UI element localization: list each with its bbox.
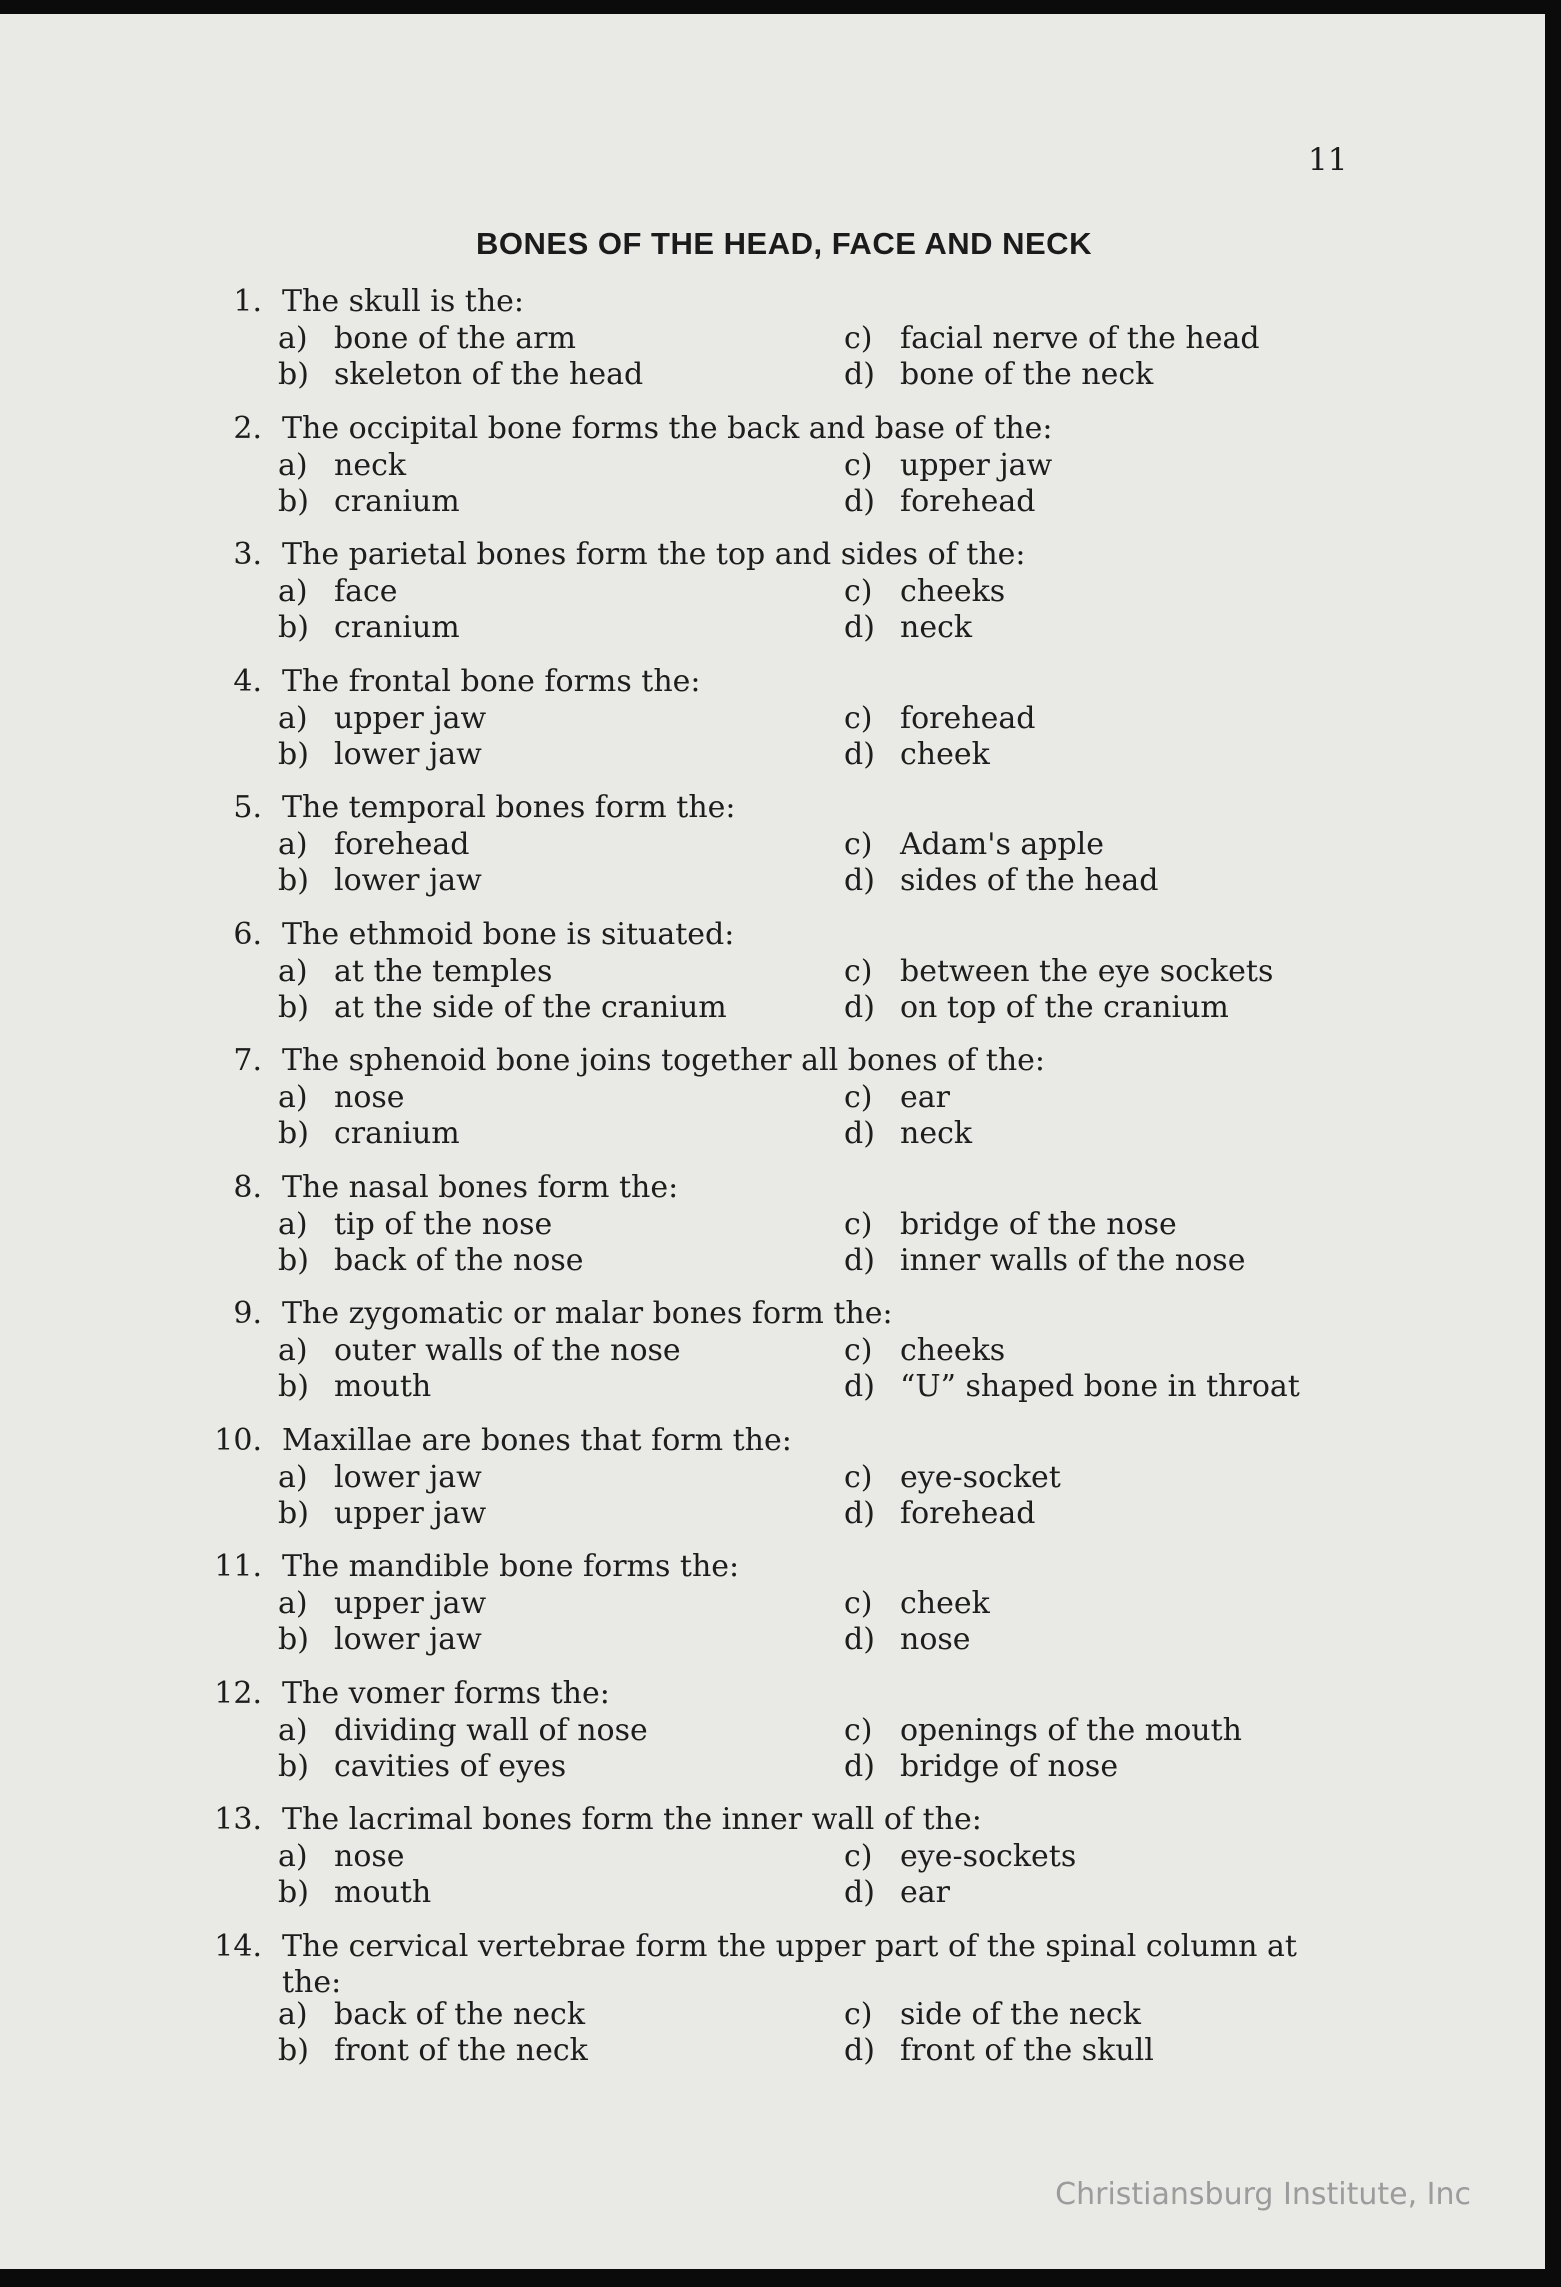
question-text: The parietal bones form the top and sides of the: — [282, 537, 1026, 572]
option-letter: c) — [844, 447, 873, 483]
option-text: at the side of the cranium — [334, 989, 727, 1025]
option-row — [278, 1080, 1355, 1116]
option-letter: c) — [844, 827, 873, 862]
option-b — [278, 990, 727, 1026]
option-text: lower jaw — [334, 1622, 482, 1657]
option-text: neck — [900, 610, 973, 645]
option-text: dividing wall of nose — [334, 1712, 648, 1748]
option-b — [278, 737, 482, 773]
option-c — [844, 1080, 950, 1116]
option-letter: a) — [278, 1459, 308, 1495]
option-text: forehead — [334, 827, 470, 862]
option-a — [278, 1207, 552, 1243]
option-letter: d) — [844, 989, 875, 1025]
option-text: cranium — [334, 483, 460, 519]
option-b — [278, 1369, 431, 1405]
question-number: 9. — [233, 1296, 262, 1331]
option-row — [278, 484, 1355, 520]
option-b — [278, 1875, 431, 1911]
option-row — [278, 1997, 1355, 2033]
option-text: mouth — [334, 1369, 432, 1404]
option-letter: b) — [278, 1622, 309, 1657]
option-letter: d) — [844, 1875, 875, 1910]
option-row — [278, 1333, 1355, 1369]
option-row — [278, 1875, 1355, 1911]
option-d — [844, 737, 990, 773]
option-row — [278, 863, 1355, 899]
option-letter: b) — [278, 610, 309, 645]
option-text: back of the neck — [334, 1996, 586, 2032]
option-c — [844, 448, 1052, 484]
option-row — [278, 827, 1355, 863]
question-number: 11. — [214, 1549, 262, 1584]
question-item — [0, 790, 1545, 917]
question-item — [0, 664, 1545, 791]
option-c — [844, 1839, 1076, 1875]
option-c — [844, 1207, 1177, 1243]
option-a — [278, 321, 576, 357]
option-letter: a) — [278, 574, 308, 609]
option-row — [278, 574, 1355, 610]
question-text: The skull is the: — [282, 284, 525, 319]
question-number: 2. — [233, 410, 262, 446]
question-text: The mandible bone forms the: — [282, 1549, 740, 1584]
option-letter: a) — [278, 447, 308, 483]
option-text: “U” shaped bone in throat — [900, 1369, 1300, 1404]
question-number: 10. — [214, 1422, 262, 1458]
option-text: nose — [334, 1080, 405, 1115]
option-a — [278, 1460, 482, 1496]
question-number: 4. — [233, 663, 262, 699]
option-text: inner walls of the nose — [900, 1242, 1246, 1278]
question-text: The nasal bones form the: — [282, 1169, 679, 1205]
option-row — [278, 1713, 1355, 1749]
option-text: bridge of nose — [900, 1748, 1119, 1784]
option-b — [278, 863, 482, 899]
option-letter: c) — [844, 1996, 873, 2032]
watermark: Christiansburg Institute, Inc — [1055, 2177, 1471, 2212]
option-a — [278, 1839, 405, 1875]
option-letter: c) — [844, 1839, 873, 1874]
option-a — [278, 1333, 681, 1369]
option-text: upper jaw — [900, 447, 1053, 483]
option-text: facial nerve of the head — [900, 321, 1260, 356]
option-a — [278, 701, 486, 737]
option-text: lower jaw — [334, 1459, 482, 1495]
option-row — [278, 954, 1355, 990]
option-letter: d) — [844, 1495, 875, 1531]
option-a — [278, 954, 552, 990]
option-letter: d) — [844, 1369, 875, 1404]
option-letter: a) — [278, 1712, 308, 1748]
option-a — [278, 574, 398, 610]
option-text: cheek — [900, 736, 990, 772]
page-title: BONES OF THE HEAD, FACE AND NECK — [476, 226, 1092, 261]
option-b — [278, 484, 460, 520]
option-text: openings of the mouth — [900, 1712, 1242, 1748]
option-text: cheeks — [900, 1333, 1006, 1368]
option-text: side of the neck — [900, 1996, 1141, 2032]
option-letter: c) — [844, 1459, 873, 1495]
question-item — [0, 537, 1545, 664]
option-letter: b) — [278, 1495, 309, 1531]
option-letter: a) — [278, 953, 308, 989]
option-c — [844, 1333, 1005, 1369]
option-d — [844, 1243, 1245, 1279]
option-letter: c) — [844, 1206, 873, 1242]
option-letter: c) — [844, 321, 873, 356]
option-text: forehead — [900, 483, 1036, 519]
option-letter: d) — [844, 357, 875, 392]
question-item — [0, 1170, 1545, 1297]
question-text: The vomer forms the: — [282, 1675, 610, 1711]
option-letter: b) — [278, 989, 309, 1025]
option-text: nose — [334, 1839, 405, 1874]
option-c — [844, 1997, 1141, 2033]
option-b — [278, 610, 460, 646]
option-text: bone of the arm — [334, 321, 576, 356]
question-text: The lacrimal bones form the inner wall of the: — [282, 1802, 982, 1837]
option-letter: b) — [278, 1242, 309, 1278]
option-text: upper jaw — [334, 1586, 487, 1621]
option-text: bone of the neck — [900, 357, 1154, 392]
option-text: cheek — [900, 1586, 990, 1621]
option-row — [278, 1496, 1355, 1532]
option-letter: a) — [278, 1080, 308, 1115]
option-text: upper jaw — [334, 700, 487, 736]
option-a — [278, 1586, 486, 1622]
question-text: The temporal bones form the: — [282, 790, 736, 825]
option-letter: d) — [844, 863, 875, 898]
option-text: mouth — [334, 1875, 432, 1910]
option-text: cavities of eyes — [334, 1748, 567, 1784]
option-d — [844, 1622, 971, 1658]
question-item — [0, 411, 1545, 538]
option-b — [278, 1622, 482, 1658]
question-number: 6. — [233, 916, 262, 952]
option-text: eye-sockets — [900, 1839, 1077, 1874]
option-text: at the temples — [334, 953, 553, 989]
option-row — [278, 737, 1355, 773]
option-letter: a) — [278, 1996, 308, 2032]
option-row — [278, 990, 1355, 1026]
question-text: The sphenoid bone joins together all bones of the: — [282, 1043, 1046, 1078]
option-text: nose — [900, 1622, 971, 1657]
question-number: 7. — [233, 1043, 262, 1078]
option-text: outer walls of the nose — [334, 1333, 681, 1368]
option-d — [844, 990, 1229, 1026]
document-page — [0, 14, 1545, 2269]
option-text: between the eye sockets — [900, 953, 1274, 989]
question-number: 14. — [214, 1928, 262, 1964]
question-item — [0, 917, 1545, 1044]
option-text: front of the skull — [900, 2032, 1154, 2068]
option-a — [278, 448, 406, 484]
option-a — [278, 827, 469, 863]
option-d — [844, 1369, 1300, 1405]
option-row — [278, 1243, 1355, 1279]
option-c — [844, 701, 1035, 737]
option-c — [844, 1586, 990, 1622]
option-text: tip of the nose — [334, 1206, 553, 1242]
option-text: forehead — [900, 1495, 1036, 1531]
question-item — [0, 1423, 1545, 1550]
option-text: back of the nose — [334, 1242, 584, 1278]
option-letter: c) — [844, 700, 873, 736]
question-item — [0, 1929, 1545, 2087]
question-text: The ethmoid bone is situated: — [282, 916, 735, 952]
option-letter: a) — [278, 700, 308, 736]
option-text: face — [334, 574, 398, 609]
question-number: 12. — [214, 1675, 262, 1711]
question-item — [0, 1296, 1545, 1423]
option-letter: c) — [844, 1586, 873, 1621]
option-text: neck — [334, 447, 407, 483]
option-letter: a) — [278, 1333, 308, 1368]
option-text: ear — [900, 1080, 950, 1115]
option-d — [844, 2033, 1154, 2069]
option-letter: d) — [844, 610, 875, 645]
option-c — [844, 1460, 1061, 1496]
question-text: The occipital bone forms the back and base of the: — [282, 410, 1053, 446]
question-item — [0, 284, 1545, 411]
question-number: 5. — [233, 790, 262, 825]
option-row — [278, 1116, 1355, 1152]
option-a — [278, 1997, 585, 2033]
option-letter: c) — [844, 1712, 873, 1748]
option-text: Adam's apple — [900, 827, 1105, 862]
option-text: lower jaw — [334, 863, 482, 898]
option-letter: d) — [844, 1622, 875, 1657]
option-letter: b) — [278, 1369, 309, 1404]
option-text: ear — [900, 1875, 950, 1910]
option-b — [278, 1749, 566, 1785]
option-text: cranium — [334, 1116, 460, 1151]
option-text: sides of the head — [900, 863, 1159, 898]
question-list — [0, 284, 1545, 2087]
option-letter: b) — [278, 1875, 309, 1910]
option-c — [844, 321, 1260, 357]
option-letter: d) — [844, 1748, 875, 1784]
option-text: bridge of the nose — [900, 1206, 1177, 1242]
option-b — [278, 1243, 584, 1279]
option-letter: b) — [278, 2032, 309, 2068]
option-d — [844, 1749, 1118, 1785]
option-d — [844, 1875, 950, 1911]
option-row — [278, 610, 1355, 646]
option-text: forehead — [900, 700, 1036, 736]
option-row — [278, 1460, 1355, 1496]
option-letter: b) — [278, 483, 309, 519]
option-d — [844, 610, 972, 646]
option-letter: a) — [278, 827, 308, 862]
option-text: front of the neck — [334, 2032, 588, 2068]
option-letter: c) — [844, 953, 873, 989]
question-text: The zygomatic or malar bones form the: — [282, 1296, 893, 1331]
option-text: neck — [900, 1116, 973, 1151]
question-number: 8. — [233, 1169, 262, 1205]
option-a — [278, 1080, 405, 1116]
question-number: 13. — [214, 1802, 262, 1837]
question-item — [0, 1676, 1545, 1803]
option-d — [844, 1116, 972, 1152]
option-letter: b) — [278, 357, 309, 392]
question-item — [0, 1802, 1545, 1929]
option-letter: c) — [844, 1080, 873, 1115]
option-row — [278, 1749, 1355, 1785]
option-b — [278, 1116, 460, 1152]
question-item — [0, 1549, 1545, 1676]
option-letter: d) — [844, 736, 875, 772]
question-text: The cervical vertebrae form the upper part of the spinal column at the: — [282, 1928, 1297, 2000]
option-row — [278, 1839, 1355, 1875]
option-row — [278, 701, 1355, 737]
option-letter: d) — [844, 1116, 875, 1151]
option-letter: d) — [844, 1242, 875, 1278]
option-letter: d) — [844, 2032, 875, 2068]
option-b — [278, 1496, 486, 1532]
option-d — [844, 1496, 1035, 1532]
option-text: eye-socket — [900, 1459, 1061, 1495]
option-b — [278, 357, 643, 393]
option-text: lower jaw — [334, 736, 482, 772]
option-d — [844, 357, 1153, 393]
option-row — [278, 2033, 1355, 2069]
option-letter: a) — [278, 1839, 308, 1874]
option-d — [844, 484, 1035, 520]
option-d — [844, 863, 1158, 899]
option-letter: b) — [278, 1748, 309, 1784]
option-letter: b) — [278, 1116, 309, 1151]
option-letter: a) — [278, 1206, 308, 1242]
question-text: Maxillae are bones that form the: — [282, 1422, 792, 1458]
option-c — [844, 827, 1104, 863]
option-row — [278, 1586, 1355, 1622]
option-c — [844, 574, 1005, 610]
option-text: on top of the cranium — [900, 989, 1229, 1025]
option-row — [278, 1207, 1355, 1243]
option-row — [278, 321, 1355, 357]
option-c — [844, 954, 1273, 990]
option-row — [278, 357, 1355, 393]
option-letter: b) — [278, 736, 309, 772]
option-letter: d) — [844, 483, 875, 519]
option-row — [278, 1622, 1355, 1658]
question-number: 3. — [233, 537, 262, 572]
option-letter: a) — [278, 1586, 308, 1621]
option-letter: c) — [844, 1333, 873, 1368]
option-text: upper jaw — [334, 1495, 487, 1531]
question-text: The frontal bone forms the: — [282, 663, 701, 699]
option-row — [278, 448, 1355, 484]
option-letter: b) — [278, 863, 309, 898]
question-item — [0, 1043, 1545, 1170]
option-text: skeleton of the head — [334, 357, 644, 392]
option-b — [278, 2033, 588, 2069]
option-letter: a) — [278, 321, 308, 356]
option-text: cheeks — [900, 574, 1006, 609]
option-text: cranium — [334, 610, 460, 645]
option-row — [278, 1369, 1355, 1405]
option-a — [278, 1713, 648, 1749]
question-number: 1. — [233, 284, 262, 319]
option-letter: c) — [844, 574, 873, 609]
page-number: 11 — [1308, 142, 1348, 178]
option-c — [844, 1713, 1242, 1749]
